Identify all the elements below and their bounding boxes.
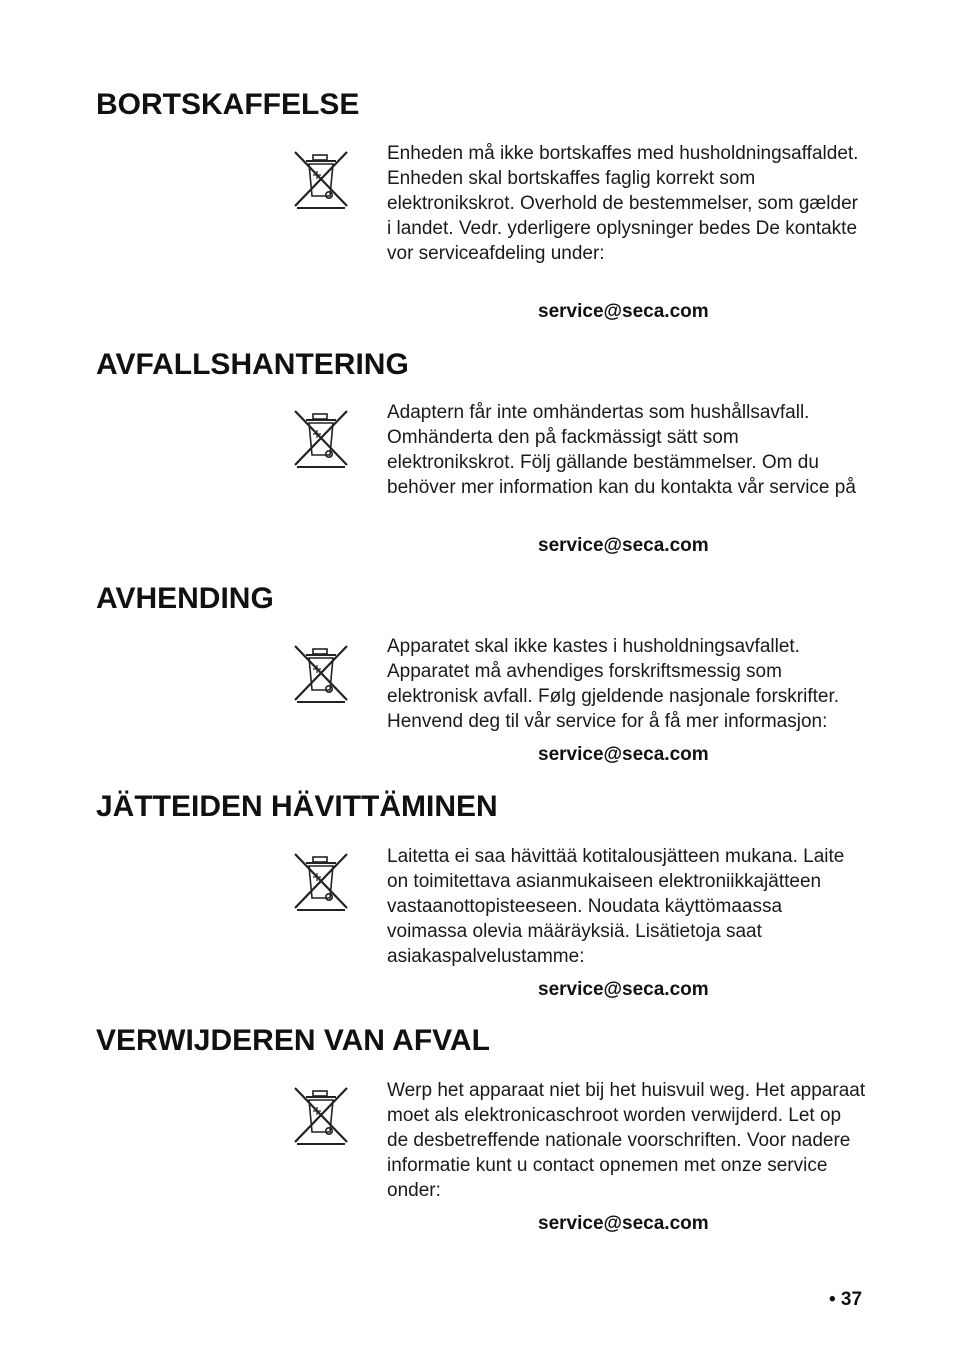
crossed-out-wheelie-bin-icon: [292, 851, 350, 913]
section-heading: JÄTTEIDEN HÄVITTÄMINEN: [96, 790, 498, 823]
crossed-out-wheelie-bin-icon: [292, 643, 350, 705]
section-heading: AVFALLSHANTERING: [96, 348, 409, 381]
section-heading: AVHENDING: [96, 582, 274, 615]
service-email: service@seca.com: [538, 744, 709, 765]
service-email: service@seca.com: [538, 1213, 709, 1234]
section-heading: VERWIJDEREN VAN AFVAL: [96, 1024, 490, 1057]
service-email: service@seca.com: [538, 301, 709, 322]
service-email: service@seca.com: [538, 979, 709, 1000]
crossed-out-wheelie-bin-icon: [292, 1085, 350, 1147]
crossed-out-wheelie-bin-icon: [292, 408, 350, 470]
page-number: • 37: [829, 1289, 863, 1310]
crossed-out-wheelie-bin-icon: [292, 149, 350, 211]
section-body-text: Enheden må ikke bortskaffes med husholdningsaffaldet. Enheden skal bortskaffes faglig korrekt som elektronikskrot. Overhold de bestemmelser, som gælder i landet. Vedr. yderligere oplysninger bedes De kontakte vor serviceafdeling under:: [387, 143, 859, 264]
service-email: service@seca.com: [538, 535, 709, 556]
section-heading: BORTSKAFFELSE: [96, 88, 360, 121]
section-body-text: Adaptern får inte omhändertas som hushållsavfall. Omhänderta den på fackmässigt sätt som elektronikskrot. Följ gällande bestämmelser. Om du behöver mer information kan du kontakta vår service på: [387, 402, 856, 498]
section-body-text: Laitetta ei saa hävittää kotitalousjätteen mukana. Laite on toimitettava asianmukaiseen elektroniikkajätteen vastaanottopisteeseen. Noudata käyttömaassa voimassa olevia määräyksiä. Lisätietoja saat asiakaspalvelustamme:: [387, 846, 845, 967]
section-body-text: Werp het apparaat niet bij het huisvuil weg. Het apparaat moet als elektronicaschroot worden verwijderd. Let op de desbetreffende nationale voorschriften. Voor nadere informatie kunt u contact opnemen met onze service onder:: [387, 1080, 866, 1201]
section-body-text: Apparatet skal ikke kastes i husholdningsavfallet. Apparatet må avhendiges forskriftsmessig som elektronisk avfall. Følg gjeldende nasjonale forskrifter. Henvend deg til vår service for å få mer informasjon:: [387, 636, 840, 732]
